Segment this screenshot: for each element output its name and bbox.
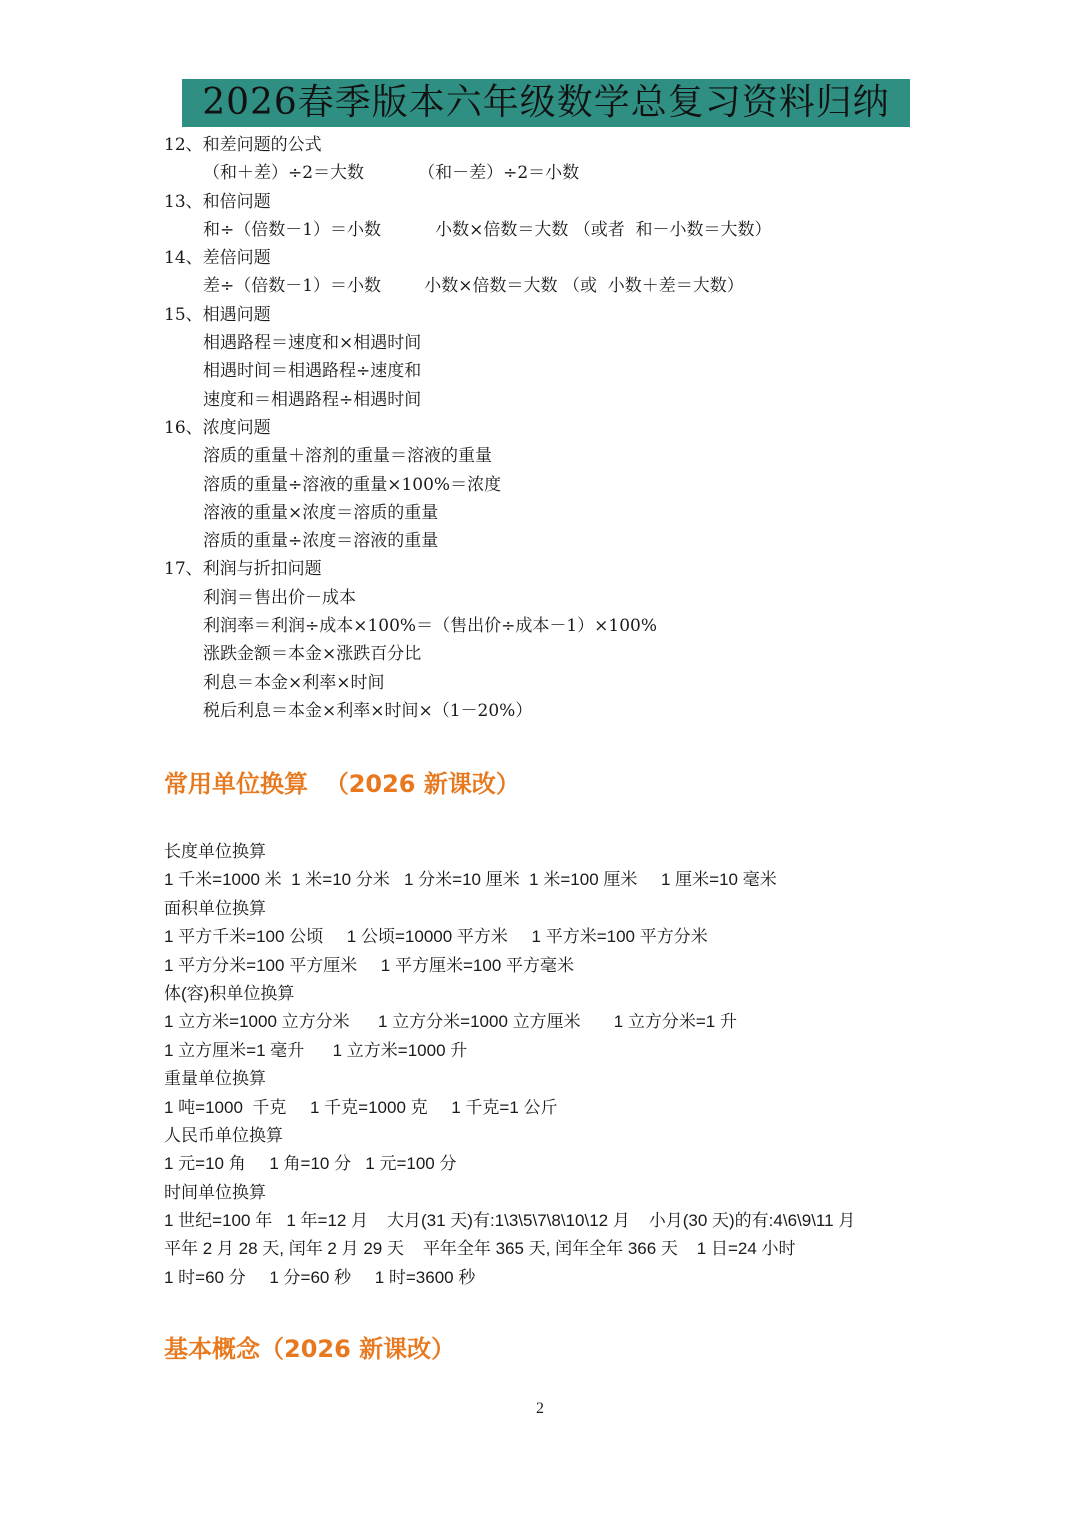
formula-line: 相遇时间＝相遇路程÷速度和 bbox=[203, 361, 422, 382]
units-section-heading: 常用单位换算 （2026 新课改） bbox=[164, 770, 520, 798]
formula-line: 溶质的重量÷溶液的重量×100%＝浓度 bbox=[203, 474, 502, 495]
formula-line: 涨跌金额＝本金×涨跌百分比 bbox=[203, 644, 422, 665]
formula-item-title: 13、和倍问题 bbox=[164, 191, 271, 212]
formula-line: 溶质的重量÷浓度＝溶液的重量 bbox=[203, 531, 439, 552]
formula-line: 利润＝售出价－成本 bbox=[203, 587, 356, 608]
unit-conversion-line: 体(容)积单位换算 bbox=[164, 983, 295, 1003]
unit-group-label: 时间单位换算 bbox=[164, 1182, 266, 1202]
formula-line: 速度和＝相遇路程÷相遇时间 bbox=[203, 389, 422, 410]
unit-conversion-line: 1 元=10 角 1 角=10 分 1 元=100 分 bbox=[164, 1154, 457, 1174]
unit-conversion-line: 1 时=60 分 1 分=60 秒 1 时=3600 秒 bbox=[164, 1267, 476, 1287]
unit-conversion-line: 1 立方厘米=1 毫升 1 立方米=1000 升 bbox=[164, 1040, 468, 1060]
unit-group-label: 人民币单位换算 bbox=[164, 1125, 283, 1145]
unit-conversion-line: 平年 2 月 28 天, 闰年 2 月 29 天 平年全年 365 天, 闰年全年 366 天 1 日=24 小时 bbox=[164, 1239, 796, 1259]
page-title: 2026春季版本六年级数学总复习资料归纳 bbox=[202, 82, 890, 123]
formula-line: 利润率＝利润÷成本×100%＝（售出价÷成本－1）×100% bbox=[203, 616, 657, 637]
formula-line: 差÷（倍数－1）＝小数 小数×倍数＝大数 （或 小数＋差＝大数） bbox=[203, 276, 744, 297]
formula-line: 溶质的重量＋溶剂的重量＝溶液的重量 bbox=[203, 446, 492, 467]
formula-item-title: 14、差倍问题 bbox=[164, 248, 271, 269]
unit-conversion-line: 1 世纪=100 年 1 年=12 月 大月(31 天)有:1\3\5\7\8\10\12 月 小月(30 天)的有:4\6\9\11 月 bbox=[164, 1211, 856, 1231]
units-section bbox=[164, 838, 1044, 1292]
unit-group-label: 重量单位换算 bbox=[164, 1069, 266, 1089]
formula-item-title: 17、利润与折扣问题 bbox=[164, 559, 322, 580]
unit-conversion-line: 1 吨=1000 千克 1 千克=1000 克 1 千克=1 公斤 bbox=[164, 1097, 558, 1117]
unit-group-label: 长度单位换算 bbox=[164, 842, 266, 861]
unit-group-label: 面积单位换算 bbox=[164, 898, 266, 918]
concepts-section-heading: 基本概念（2026 新课改） bbox=[164, 1335, 456, 1363]
formula-line: 相遇路程＝速度和×相遇时间 bbox=[203, 333, 422, 354]
page-number: 2 bbox=[536, 1400, 544, 1417]
formula-item-title: 15、相遇问题 bbox=[164, 304, 271, 325]
formula-line: 和÷（倍数－1）＝小数 小数×倍数＝大数 （或者 和－小数＝大数） bbox=[203, 219, 772, 240]
formula-line: 利息＝本金×利率×时间 bbox=[203, 672, 385, 693]
unit-group-label: 1 平方分米=100 平方厘米 1 平方厘米=100 平方毫米 bbox=[164, 955, 574, 975]
formula-line: 税后利息＝本金×利率×时间×（1－20%） bbox=[203, 700, 533, 721]
unit-conversion-line: 1 平方千米=100 公顷 1 公顷=10000 平方米 1 平方米=100 平方分米 bbox=[164, 927, 708, 947]
formula-line: （和＋差）÷2＝大数 （和－差）÷2＝小数 bbox=[203, 163, 580, 184]
unit-group-label: 1 立方米=1000 立方分米 1 立方分米=1000 立方厘米 1 立方分米=1 升 bbox=[164, 1012, 737, 1032]
unit-conversion-line: 1 千米=1000 米 1 米=10 分米 1 分米=10 厘米 1 米=100 厘米 1 厘米=10 毫米 bbox=[164, 870, 777, 890]
formula-item-title: 12、和差问题的公式 bbox=[164, 135, 322, 155]
formula-line: 溶液的重量×浓度＝溶质的重量 bbox=[203, 502, 439, 523]
formula-section bbox=[0, 131, 1080, 725]
formula-item-title: 16、浓度问题 bbox=[164, 417, 271, 438]
